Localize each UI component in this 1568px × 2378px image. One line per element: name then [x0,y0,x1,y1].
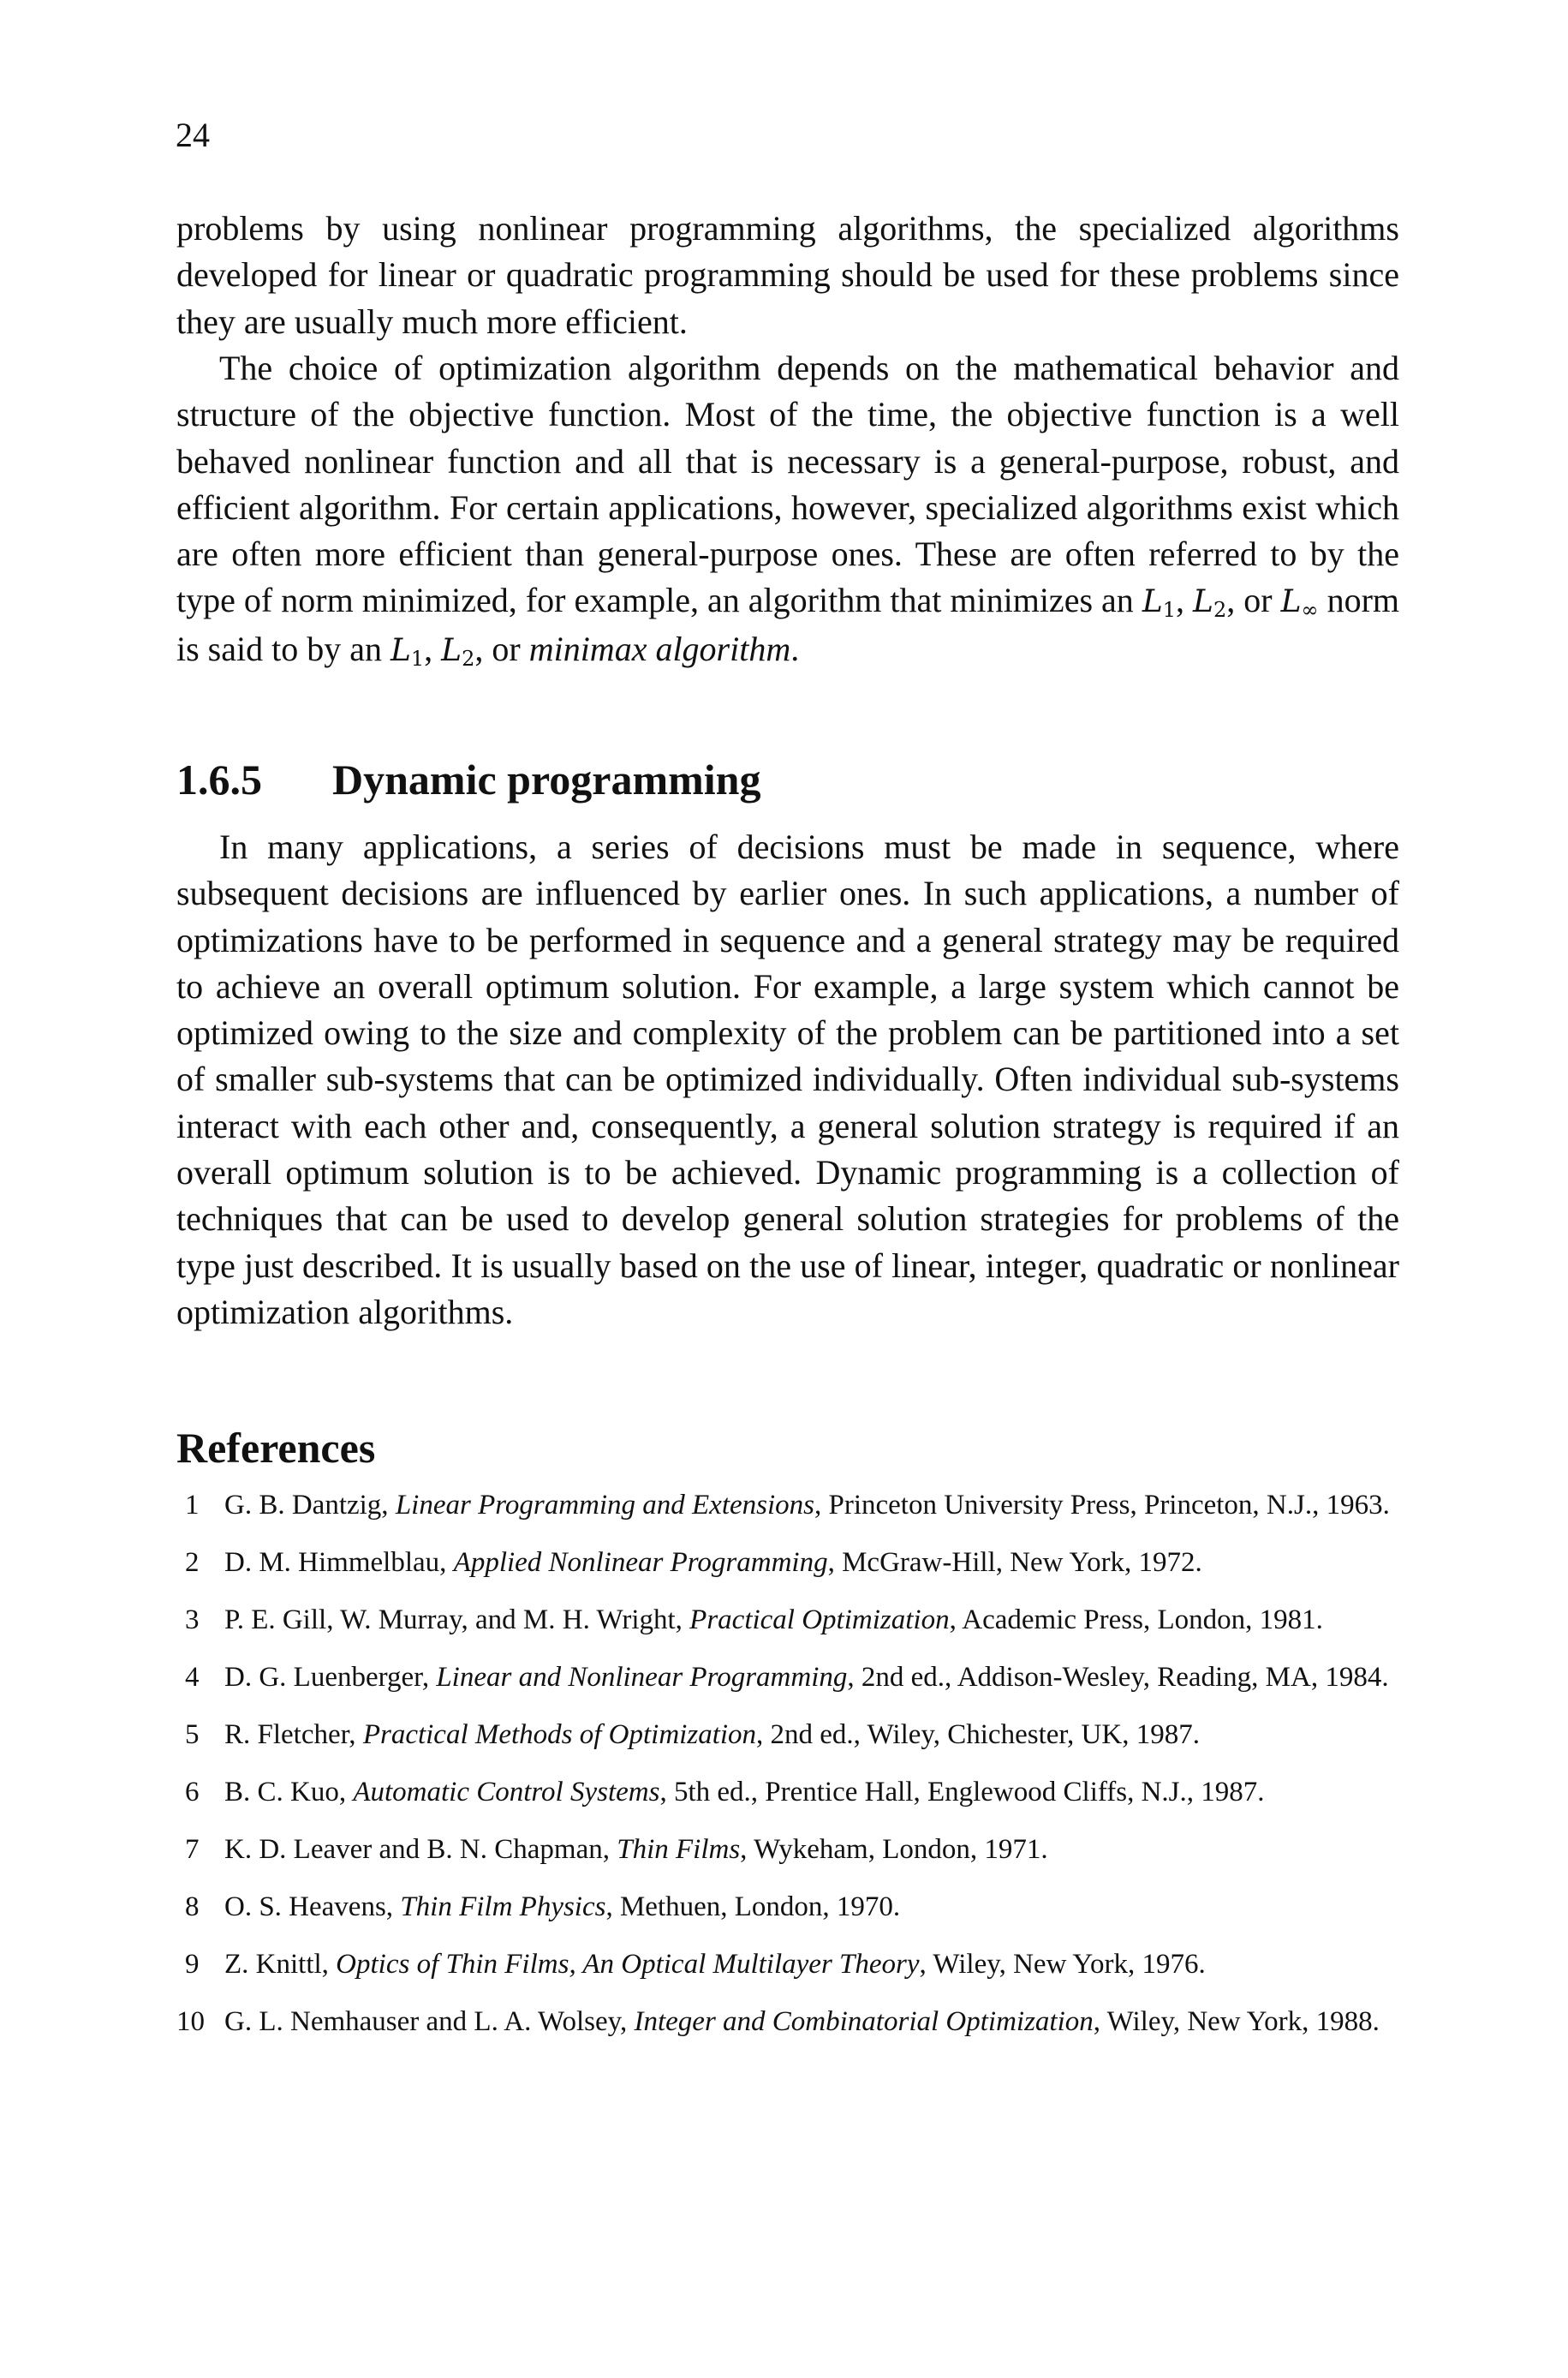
reference-authors: Z. Knittl, [224,1949,337,1980]
reference-item [176,2003,1410,2041]
paragraph-algorithm-choice: The choice of optimization algorithm depends on the mathematical behavior and structure of the objective function. Most of the time, the objective function is a well behaved nonlinear function and all that is necessary is a general-purpose, robust, and efficient algorithm. For certain applications, however, specialized algorithms exist which are often more efficient than general-purpose ones. These are often referred to by the type of norm minimized, for example, an algorithm that minimizes an $L_1$, $L_2$, or $L_\infty$ norm is said to by an $L_1$, $L_2$, or minimax algorithm. [176,349,1399,671]
reference-number: 1 [185,1490,200,1521]
paragraph-continued: problems by using nonlinear programming algorithms, the specialized algorithms developed for linear or quadratic programming should be used for these problems since they are usually much more efficient. [176,209,1399,341]
math-linf: $L_\infty$ [1280,584,1319,623]
reference-authors: G. B. Dantzig, [224,1490,396,1521]
reference-number: 7 [185,1834,200,1865]
paragraph-dynamic-programming: In many applications, a series of decisions must be made in sequence, where subsequent decisions are influenced by earlier ones. In such applications, a number of optimizations have to be performed in sequence and a general strategy may be required to achieve an overall optimum solution. For example, a large system which cannot be optimized owing to the size and complexity of the problem can be partitioned into a set of smaller sub-systems that can be optimized individually. Often individual sub-systems interact with each other and, consequently, a general solution strategy is required if an overall optimum solution is to be achieved. Dynamic programming is a collection of techniques that can be used to develop general solution strategies for problems of the type just described. It is usually based on the use of linear, integer, quadratic or nonlinear optimization algorithms. [176,828,1399,1331]
reference-authors: R. Fletcher, [224,1719,363,1750]
reference-item [176,1544,1410,1582]
reference-item [176,1601,1410,1640]
reference-publication: , McGraw-Hill, New York, 1972. [827,1547,1202,1578]
reference-title: Optics of Thin Films, An Optical Multilayer Theory [336,1949,920,1980]
references-list [176,1486,1410,2060]
reference-item [176,1773,1410,1812]
reference-title: Linear and Nonlinear Programming [436,1662,848,1693]
reference-title: Thin Film Physics [400,1891,606,1922]
reference-item [176,1658,1410,1697]
reference-item [176,1945,1410,1984]
reference-publication: , Wykeham, London, 1971. [740,1834,1048,1865]
reference-title: Linear Programming and Extensions [395,1490,814,1521]
reference-publication: , 2nd ed., Addison-Wesley, Reading, MA, 1984. [847,1662,1389,1693]
reference-number: 9 [185,1949,200,1980]
reference-publication: , Methuen, London, 1970. [605,1891,901,1922]
reference-authors: D. M. Himmelblau, [224,1547,454,1578]
reference-number: 8 [185,1891,200,1922]
reference-title: Integer and Combinatorial Optimization [634,2006,1094,2037]
reference-item [176,1831,1410,1869]
reference-title: Applied Nonlinear Programming [453,1547,828,1578]
math-l2: $L_2$ [441,632,475,671]
reference-item [176,1888,1410,1927]
math-l1: $L_1$ [1142,584,1177,623]
paragraph-text: norm is said to by an [176,581,1399,668]
math-l1: $L_1$ [390,632,425,671]
page-number: 24 [176,116,210,154]
section-heading [176,756,761,804]
reference-title: Practical Optimization [689,1604,950,1635]
reference-publication: , Wiley, New York, 1988. [1093,2006,1380,2037]
reference-title: Thin Films [617,1834,741,1865]
section-number: 1.6.5 [176,756,262,804]
reference-number: 6 [185,1777,200,1807]
reference-authors: D. G. Luenberger, [224,1662,437,1693]
reference-authors: K. D. Leaver and B. N. Chapman, [224,1834,617,1865]
paragraph-text: The choice of optimization algorithm depends on the mathematical behavior and structure of the objective function. Most of the time, the objective function is a well behaved nonlinear function and all that is necessary is a general-purpose, robust, and efficient algorithm. For certain applications, however, specialized algorithms exist which are often more efficient than general-purpose ones. These are often referred to by the type of norm minimized, for example, an algorithm that minimizes an [176,349,1399,620]
section-title: Dynamic programming [332,756,761,804]
reference-authors: B. C. Kuo, [224,1777,354,1807]
reference-number: 2 [185,1547,200,1578]
reference-item [176,1486,1410,1525]
reference-number: 10 [176,2006,205,2037]
reference-publication: , 5th ed., Prentice Hall, Englewood Cliffs, N.J., 1987. [659,1777,1265,1807]
reference-authors: G. L. Nemhauser and L. A. Wolsey, [224,2006,635,2037]
reference-title: Automatic Control Systems [353,1777,660,1807]
reference-item [176,1716,1410,1754]
reference-publication: , Princeton University Press, Princeton, N.J., 1963. [814,1490,1390,1521]
reference-publication: , Academic Press, London, 1981. [949,1604,1323,1635]
reference-authors: O. S. Heavens, [224,1891,401,1922]
math-l2: $L_2$ [1193,584,1227,623]
reference-publication: , Wiley, New York, 1976. [919,1949,1206,1980]
reference-publication: , 2nd ed., Wiley, Chichester, UK, 1987. [756,1719,1200,1750]
references-heading: References [176,1424,376,1472]
reference-number: 4 [185,1662,200,1693]
reference-number: 3 [185,1604,200,1635]
reference-authors: P. E. Gill, W. Murray, and M. H. Wright, [224,1604,690,1635]
reference-title: Practical Methods of Optimization [362,1719,757,1750]
emphasis-minimax-algorithm: minimax algorithm [528,629,791,668]
reference-number: 5 [185,1719,200,1750]
